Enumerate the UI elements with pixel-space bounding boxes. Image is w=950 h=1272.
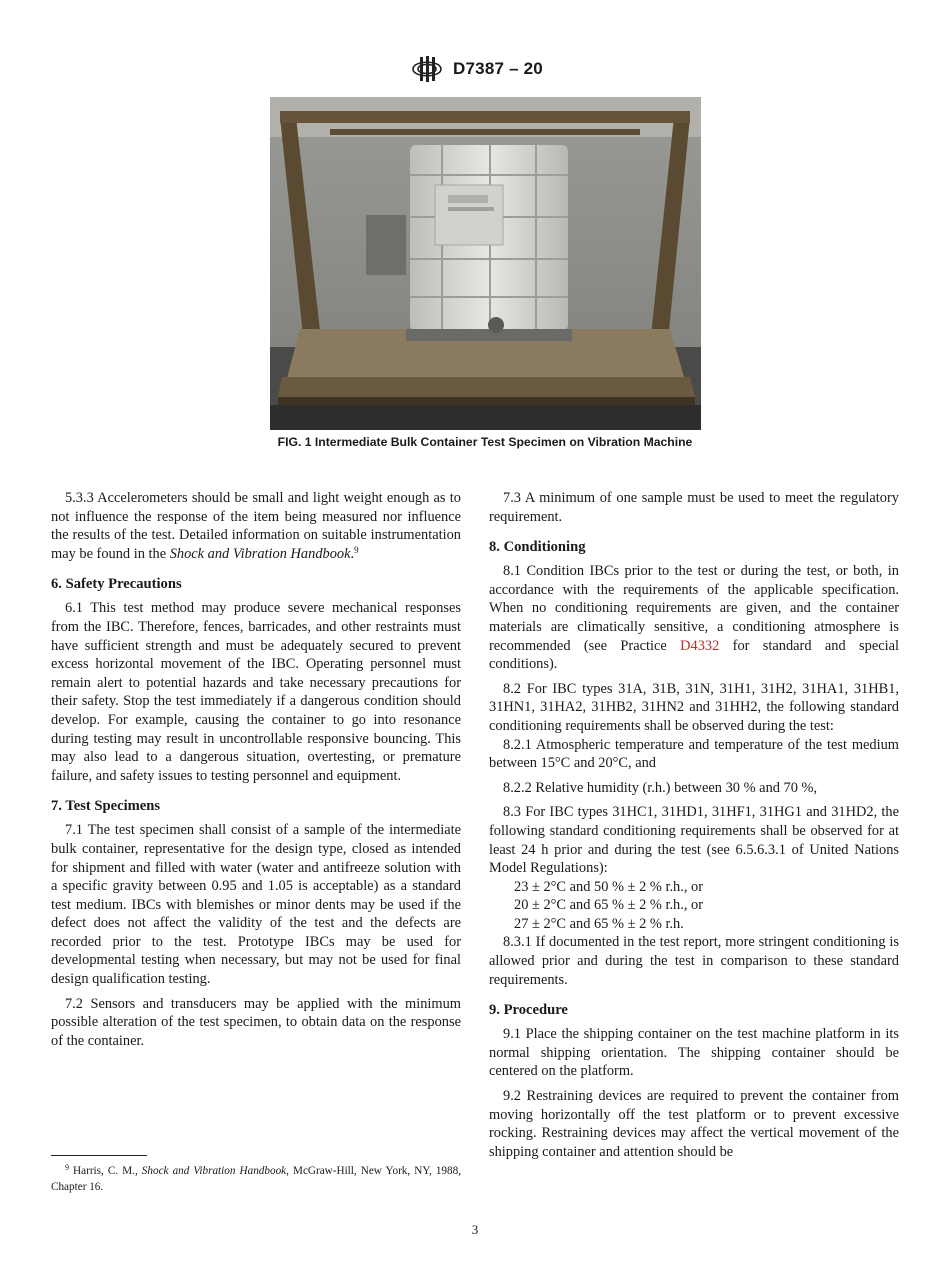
condition-line: 23 ± 2°C and 50 % ± 2 % r.h., or <box>514 878 704 895</box>
paragraph-5-3-3 <box>51 489 461 563</box>
paragraph-7-1: 7.1 The test specimen shall consist of a sample of the intermediate bulk container, representative for the design type, closed as intended for shipment and filled with water (water and antifreeze solution with a specific gravity between 0.95 and 1.05 is acceptable) as a standard test medium. IBCs with blemishes or minor dents may be used if the defect does not affect the validity of the test and the defects are recorded prior to the test. Prototype IBCs may be used for developmental testing when necessary, but may not be used for final design qualification testing. <box>51 822 461 988</box>
paragraph-8-2-1: 8.2.1 Atmospheric temperature and temperature of the test medium between 15°C and 20°C, and <box>489 736 899 772</box>
footnote <box>51 1163 461 1195</box>
figure-photo <box>270 97 701 430</box>
heading-procedure: 9. Procedure <box>489 1002 568 1019</box>
heading-conditioning: 8. Conditioning <box>489 539 586 556</box>
paragraph-text: 8.1 Condition IBCs prior to the test or during the test, or both, in accordance with the requirements of the applicable specification. When no conditioning requirements are given, and the container materials are climatically sensitive, a conditioning atmosphere is recommended (see Practice <box>489 563 899 654</box>
paragraph-9-1: 9.1 Place the shipping container on the test machine platform in its normal shipping orientation. The shipping container should be centered on the platform. <box>489 1026 899 1080</box>
paragraph-7-2: 7.2 Sensors and transducers may be applied with the minimum possible alteration of the test specimen, to obtain data on the response of the container. <box>51 995 461 1049</box>
page-number: 3 <box>471 1222 479 1237</box>
footnote-marker: 9 <box>65 1163 69 1172</box>
paragraph-8-2-2: 8.2.2 Relative humidity (r.h.) between 30 % and 70 %, <box>503 779 818 796</box>
figure-caption: FIG. 1 Intermediate Bulk Container Test Specimen on Vibration Machine <box>277 435 693 449</box>
paragraph-8-2: 8.2 For IBC types 31A, 31B, 31N, 31H1, 31H2, 31HA1, 31HB1, 31HN1, 31HA2, 31HB2, 31HN2 and 31HH2, the following standard conditioning requirements shall be observed during the test: <box>489 680 899 734</box>
condition-line: 27 ± 2°C and 65 % ± 2 % r.h. <box>514 915 684 932</box>
footnote-ref[interactable]: 9 <box>354 544 359 555</box>
page-header <box>0 52 950 86</box>
practice-d4332-link[interactable]: D4332 <box>680 637 720 654</box>
paragraph-8-1 <box>489 562 899 674</box>
astm-logo-icon <box>407 53 447 85</box>
paragraph-8-3: 8.3 For IBC types 31HC1, 31HD1, 31HF1, 31HG1 and 31HD2, the following standard conditioning requirements shall be observed for at least 24 h prior and during the test (see 6.5.6.3.1 of United Nations Model Regulations): <box>489 804 899 877</box>
handbook-title: Shock and Vibration Handbook <box>169 545 351 562</box>
paragraph-6-1: 6.1 This test method may produce severe mechanical responses from the IBC. Therefore, fences, barricades, and other restraints must have sufficient strength and must be adequately secured to prevent excess horizontal movement of the IBC. Operating personnel must remain alert to potential hazards and take necessary precautions for their safety. Stop the test immediately if a dangerous condition should develop. For example, causing the container to go into resonance during testing may result in uncontrollable responsive bouncing. This may also lead to a dangerous situation, overtesting, or premature failure, and safety issues to testing personnel and equipment. <box>51 600 461 784</box>
footnote-title: Shock and Vibration Handbook <box>141 1165 287 1177</box>
right-column <box>489 489 899 1161</box>
ibc-vibration-photo <box>270 97 701 430</box>
footnote-text: , McGraw-Hill, New York, NY, 1988, Chapter 16. <box>51 1165 461 1193</box>
heading-test-specimens: 7. Test Specimens <box>51 798 161 815</box>
period: . <box>350 545 355 562</box>
paragraph-9-2: 9.2 Restraining devices are required to prevent the container from moving horizontally off the test platform or to prevent excessive rocking. Restraining devices may affect the vertical movement of the shipping container and attention should be <box>489 1088 899 1160</box>
footnote-divider <box>51 1155 147 1156</box>
paragraph-text: 5.3.3 Accelerometers should be small and light weight enough as to not influence the response of the item being measured nor influence the results of the test. Detailed information on suitable instrumentation may be found in the <box>51 490 461 562</box>
paragraph-8-3-1: 8.3.1 If documented in the test report, more stringent conditioning is allowed prior and during the test in comparison to these standard requirements. <box>489 934 899 988</box>
paragraph-text: for standard and special conditions). <box>489 637 900 673</box>
paragraph-7-3: 7.3 A minimum of one sample must be used to meet the regulatory requirement. <box>489 490 899 525</box>
footnote-text: Harris, C. M., <box>69 1165 142 1177</box>
document-designation: D7387 – 20 <box>453 59 543 78</box>
condition-line: 20 ± 2°C and 65 % ± 2 % r.h., or <box>514 897 704 914</box>
heading-safety-precautions: 6. Safety Precautions <box>51 576 182 593</box>
left-column <box>51 489 461 1050</box>
